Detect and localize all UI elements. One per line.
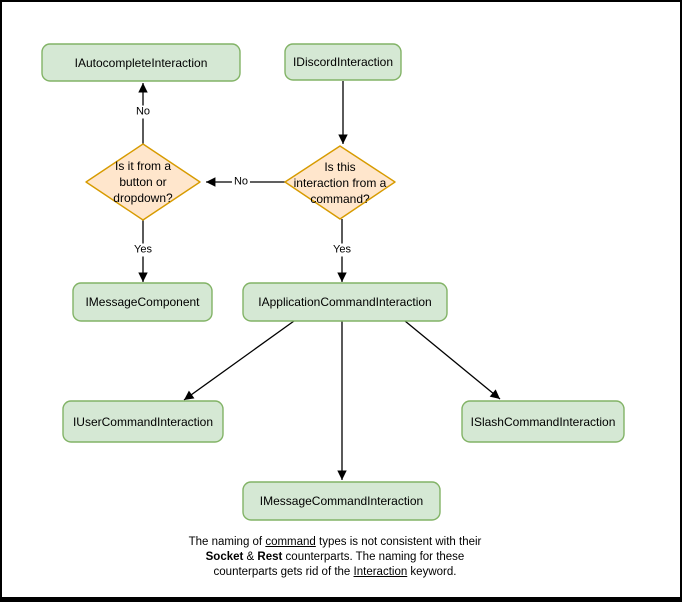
node-discord-interaction [285,44,401,80]
node-message-component [73,283,212,321]
node-label-message-command: IMessageCommandInteraction [259,494,424,508]
arrow-app-command-to-user-command [184,321,294,400]
node-label-discord: IDiscordInteraction [292,55,394,69]
node-label-user-command: IUserCommandInteraction [72,414,214,429]
decision-label-from-command: Is this interaction from a command? [293,159,387,206]
naming-note-line-3: counterparts gets rid of the Interaction keyword. [213,566,457,578]
node-label-application-command: IApplicationCommandInteraction [258,295,432,309]
naming-note-line-2: Socket & Rest counterparts. The naming for these [205,551,465,563]
edge-label-yes-left: Yes [134,243,152,256]
node-application-command-interaction [243,283,447,321]
decision-label-button-or-dropdown: Is it from a button or dropdown? [113,159,173,205]
naming-note-line-1: The naming of command types is not consistent with their [188,536,482,548]
node-label-slash-command: ISlashCommandInteraction [470,414,616,429]
decision-button-or-dropdown [86,144,200,220]
edge-label-no-left: No [233,175,249,188]
node-label-message-component: IMessageComponent [85,295,200,309]
edge-label-no-up: No [135,105,151,118]
node-slash-command-interaction [462,401,624,442]
flowchart-drawing [2,2,680,597]
node-user-command-interaction [63,401,223,442]
arrow-app-command-to-slash-command [405,321,500,399]
node-autocomplete-interaction [42,44,240,81]
node-message-command-interaction [243,482,440,520]
node-label-autocomplete: IAutocompleteInteraction [74,55,208,70]
edge-label-yes-right: Yes [333,243,351,256]
naming-note [175,535,495,580]
decision-from-command [285,146,395,219]
